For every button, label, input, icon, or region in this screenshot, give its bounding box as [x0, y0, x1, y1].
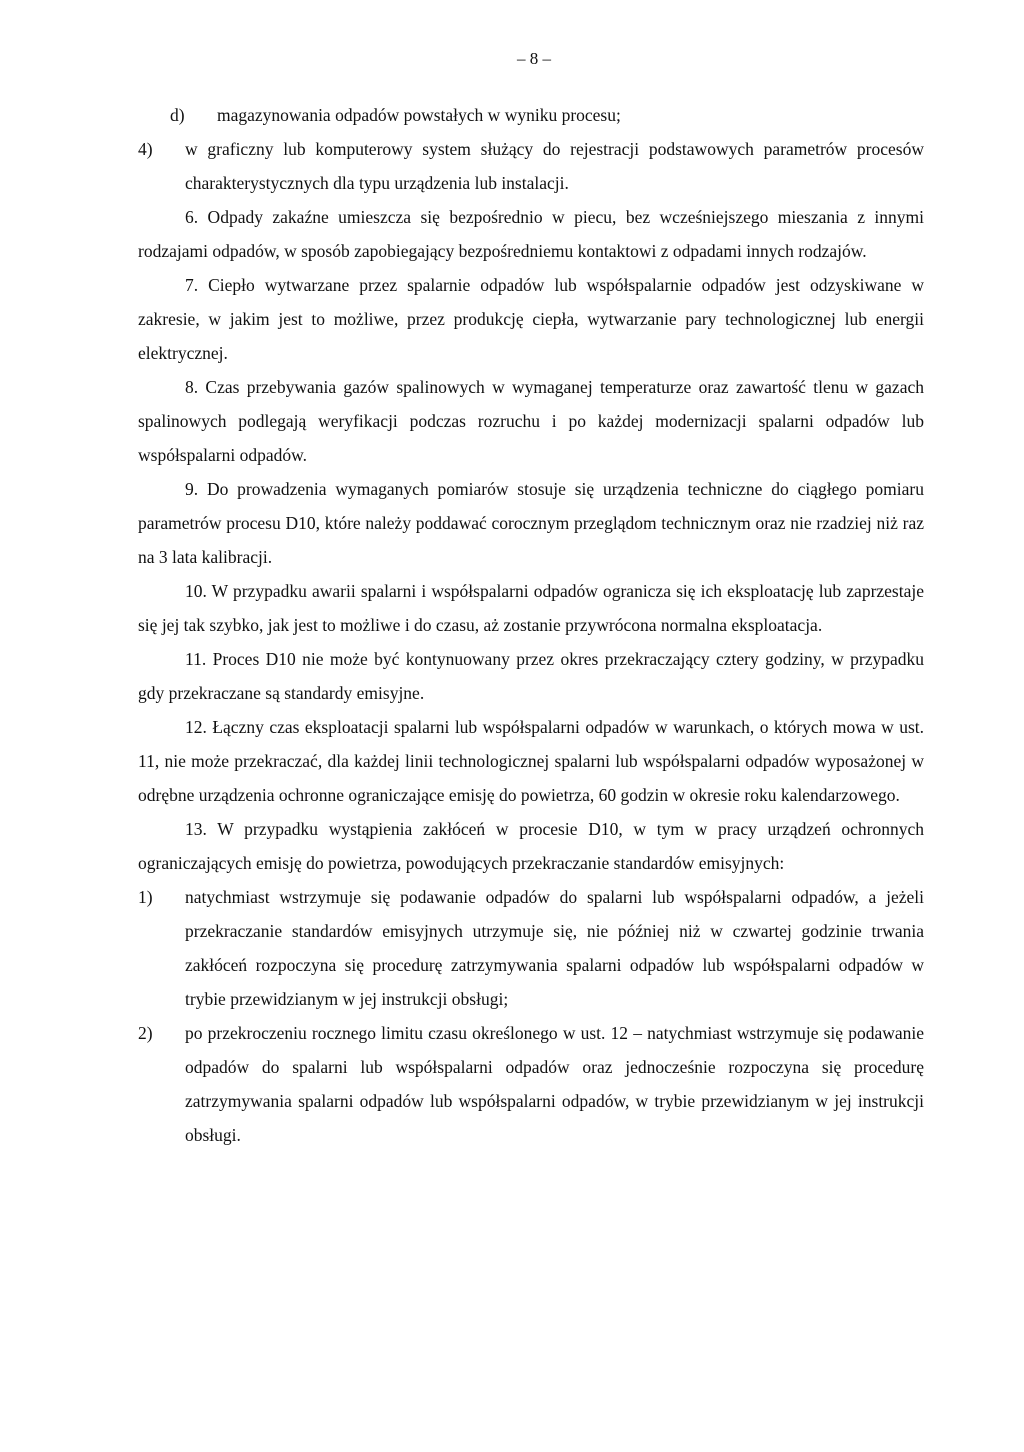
- paragraph-7: 7. Ciepło wytwarzane przez spalarnie odpadów lub współspalarnie odpadów jest odzyskiwane w zakresie, w jakim jest to możliwe, przez produkcję ciepła, wytwarzanie pary technologicznej lub energii elektrycznej.: [138, 275, 924, 363]
- list-item-4: [138, 132, 924, 200]
- list-item-2: [138, 1016, 924, 1152]
- list-marker: 1): [138, 887, 153, 907]
- list-item-text: po przekroczeniu rocznego limitu czasu określonego w ust. 12 – natychmiast wstrzymuje się podawanie odpadów do spalarni lub współspalarni odpadów oraz jednocześnie rozpoczyna się procedurę zatrzymywania spalarni odpadów lub współspalarni odpadów, w trybie przewidzianym w jej instrukcji obsługi.: [185, 1023, 924, 1145]
- list-item-text: w graficzny lub komputerowy system służący do rejestracji podstawowych parametrów procesów charakterystycznych dla typu urządzenia lub instalacji.: [185, 139, 924, 193]
- list-item-1: [138, 880, 924, 1016]
- list-item-text: magazynowania odpadów powstałych w wyniku procesu;: [217, 105, 621, 125]
- paragraph-9: 9. Do prowadzenia wymaganych pomiarów stosuje się urządzenia techniczne do ciągłego pomiaru parametrów procesu D10, które należy poddawać corocznym przeglądom technicznym oraz nie rzadziej niż raz na 3 lata kalibracji.: [138, 479, 924, 567]
- page-number: – 8 –: [517, 49, 551, 68]
- list-marker: d): [170, 105, 185, 125]
- list-marker: 2): [138, 1023, 153, 1043]
- paragraph-11: 11. Proces D10 nie może być kontynuowany przez okres przekraczający cztery godziny, w przypadku gdy przekraczane są standardy emisyjne.: [138, 649, 924, 703]
- page-content: [138, 98, 924, 1152]
- list-item-d: [138, 98, 924, 132]
- paragraph-6: 6. Odpady zakaźne umieszcza się bezpośrednio w piecu, bez wcześniejszego mieszania z innymi rodzajami odpadów, w sposób zapobiegający bezpośredniemu kontaktowi z odpadami innych rodzajów.: [138, 207, 924, 261]
- paragraph-12: 12. Łączny czas eksploatacji spalarni lub współspalarni odpadów w warunkach, o których mowa w ust. 11, nie może przekraczać, dla każdej linii technologicznej spalarni lub współspalarni odpadów wyposażonej w odrębne urządzenia ochronne ograniczające emisję do powietrza, 60 godzin w okresie roku kalendarzowego.: [138, 717, 924, 805]
- paragraph-10: 10. W przypadku awarii spalarni i współspalarni odpadów ogranicza się ich eksploatację lub zaprzestaje się jej tak szybko, jak jest to możliwe i do czasu, aż zostanie przywrócona normalna eksploatacja.: [138, 581, 924, 635]
- paragraph-8: 8. Czas przebywania gazów spalinowych w wymaganej temperaturze oraz zawartość tlenu w gazach spalinowych podlegają weryfikacji podczas rozruchu i po każdej modernizacji spalarni odpadów lub współspalarni odpadów.: [138, 377, 924, 465]
- list-marker: 4): [138, 139, 153, 159]
- paragraph-13: 13. W przypadku wystąpienia zakłóceń w procesie D10, w tym w pracy urządzeń ochronnych ograniczających emisję do powietrza, powodujących przekraczanie standardów emisyjnych:: [138, 819, 924, 873]
- list-item-text: natychmiast wstrzymuje się podawanie odpadów do spalarni lub współspalarni odpadów, a jeżeli przekraczanie standardów emisyjnych utrzymuje się, nie później niż w czwartej godzinie trwania zakłóceń rozpoczyna się procedurę zatrzymywania spalarni odpadów lub współspalarni odpadów w trybie przewidzianym w jej instrukcji obsługi;: [185, 887, 924, 1009]
